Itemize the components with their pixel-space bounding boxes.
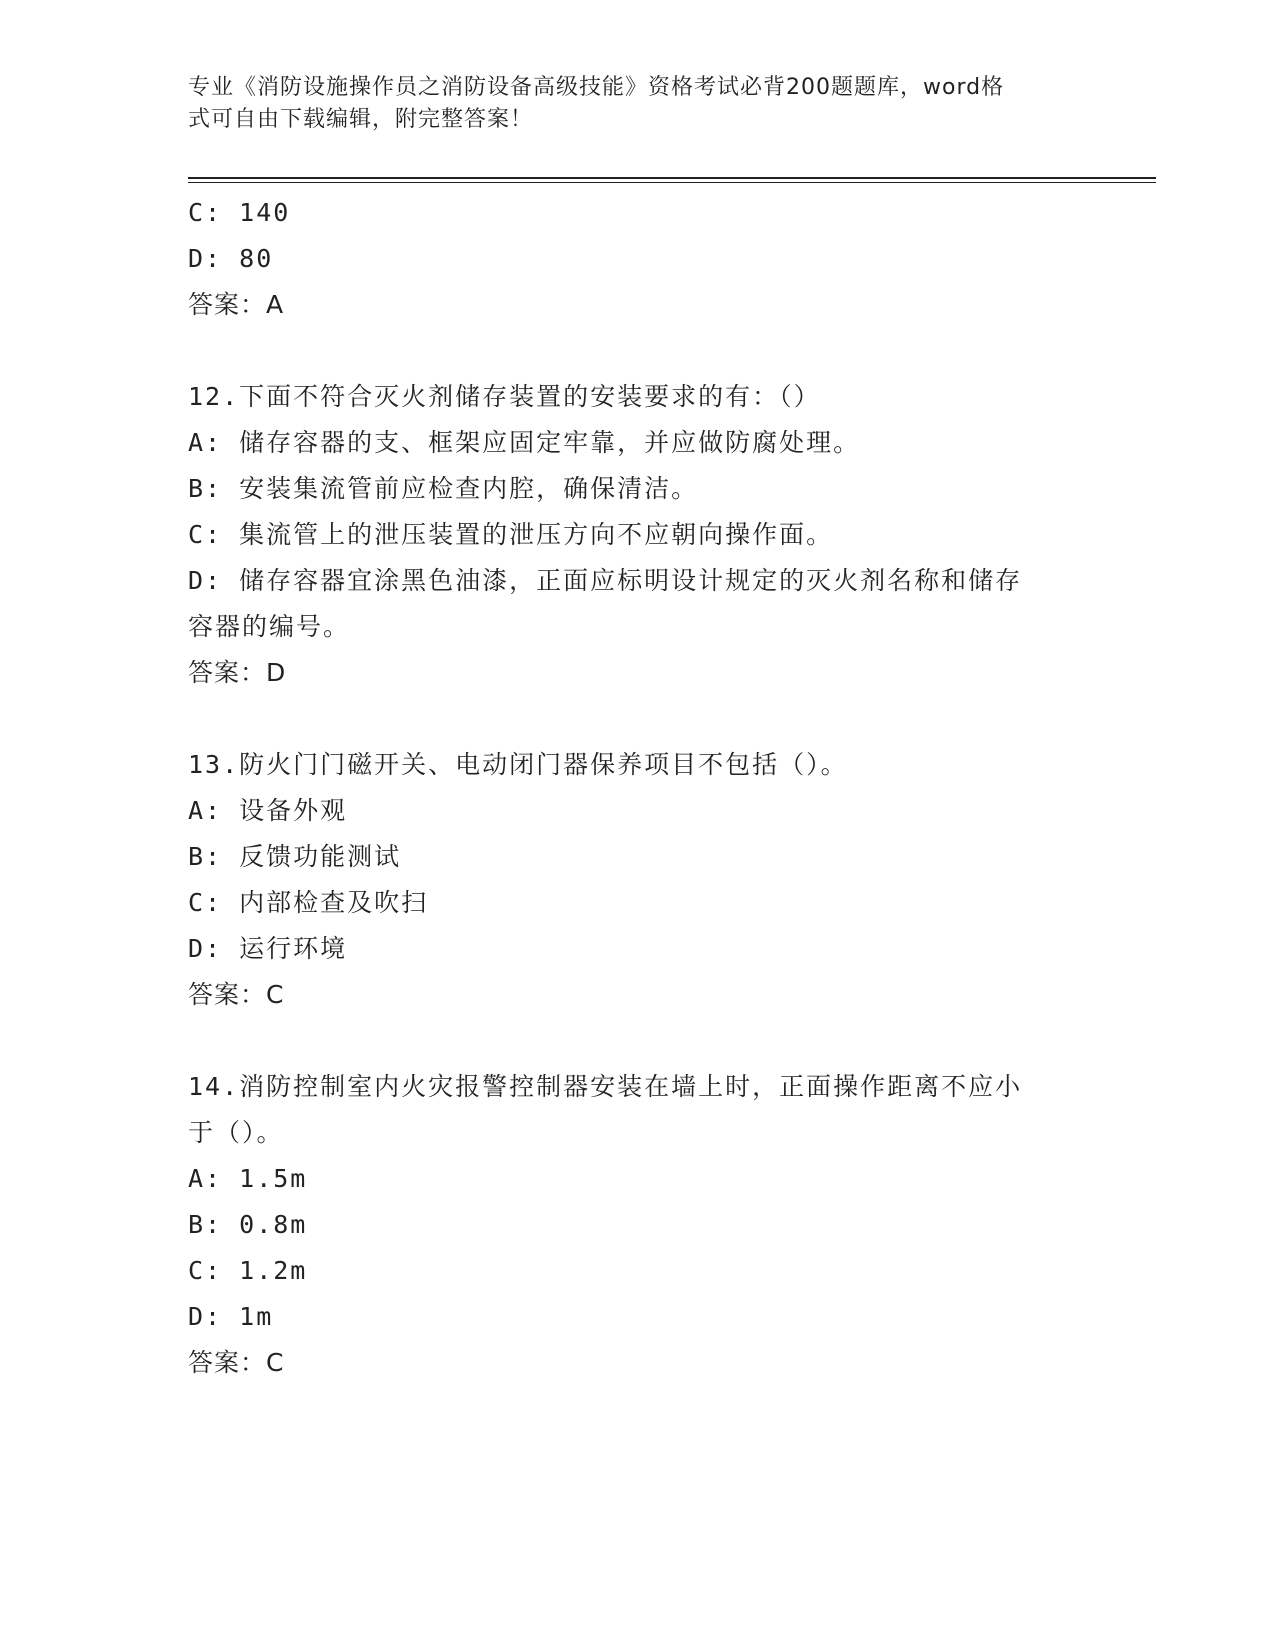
answer-line: 答案：C bbox=[188, 980, 285, 1009]
option-d: D: 运行环境 bbox=[188, 934, 348, 963]
spacer bbox=[188, 328, 1088, 374]
option-a: A: 设备外观 bbox=[188, 796, 348, 825]
question-14-stem: 14.消防控制室内火灾报警控制器安装在墙上时，正面操作距离不应小 bbox=[188, 1072, 1023, 1101]
header-divider-thin bbox=[188, 182, 1156, 183]
header-title-line-1: 专业《消防设施操作员之消防设备高级技能》资格考试必背200题题库，word格 bbox=[188, 75, 1005, 100]
question-12-block bbox=[188, 374, 1088, 696]
option-c: C: 140 bbox=[188, 198, 291, 227]
question-12-stem: 12.下面不符合灭火剂储存装置的安装要求的有：（） bbox=[188, 382, 821, 411]
option-c: C: 1.2m bbox=[188, 1256, 308, 1285]
answer-line: 答案：A bbox=[188, 290, 285, 319]
option-d: D: 80 bbox=[188, 244, 274, 273]
question-13-block bbox=[188, 742, 1088, 1018]
question-content bbox=[188, 190, 1088, 1386]
option-c: C: 内部检查及吹扫 bbox=[188, 888, 429, 917]
answer-line: 答案：D bbox=[188, 658, 287, 687]
option-a: A: 储存容器的支、框架应固定牢靠，并应做防腐处理。 bbox=[188, 428, 861, 457]
option-a: A: 1.5m bbox=[188, 1164, 308, 1193]
header-title-line-2: 式可自由下载编辑，附完整答案！ bbox=[188, 107, 534, 132]
header-divider-thick bbox=[188, 177, 1156, 179]
spacer bbox=[188, 1018, 1088, 1064]
option-c: C: 集流管上的泄压装置的泄压方向不应朝向操作面。 bbox=[188, 520, 834, 549]
question-14-stem-continuation: 于（）。 bbox=[188, 1118, 284, 1147]
option-d: D: 1m bbox=[188, 1302, 274, 1331]
answer-line: 答案：C bbox=[188, 1348, 285, 1377]
option-d: D: 储存容器宜涂黑色油漆，正面应标明设计规定的灭火剂名称和储存 bbox=[188, 566, 1023, 595]
option-b: B: 安装集流管前应检查内腔，确保清洁。 bbox=[188, 474, 699, 503]
document-header bbox=[188, 72, 1068, 136]
question-14-block bbox=[188, 1064, 1088, 1386]
option-b: B: 反馈功能测试 bbox=[188, 842, 402, 871]
option-b: B: 0.8m bbox=[188, 1210, 308, 1239]
previous-question-block bbox=[188, 190, 1088, 328]
question-13-stem: 13.防火门门磁开关、电动闭门器保养项目不包括（）。 bbox=[188, 750, 848, 779]
option-d-continuation: 容器的编号。 bbox=[188, 612, 351, 641]
spacer bbox=[188, 696, 1088, 742]
